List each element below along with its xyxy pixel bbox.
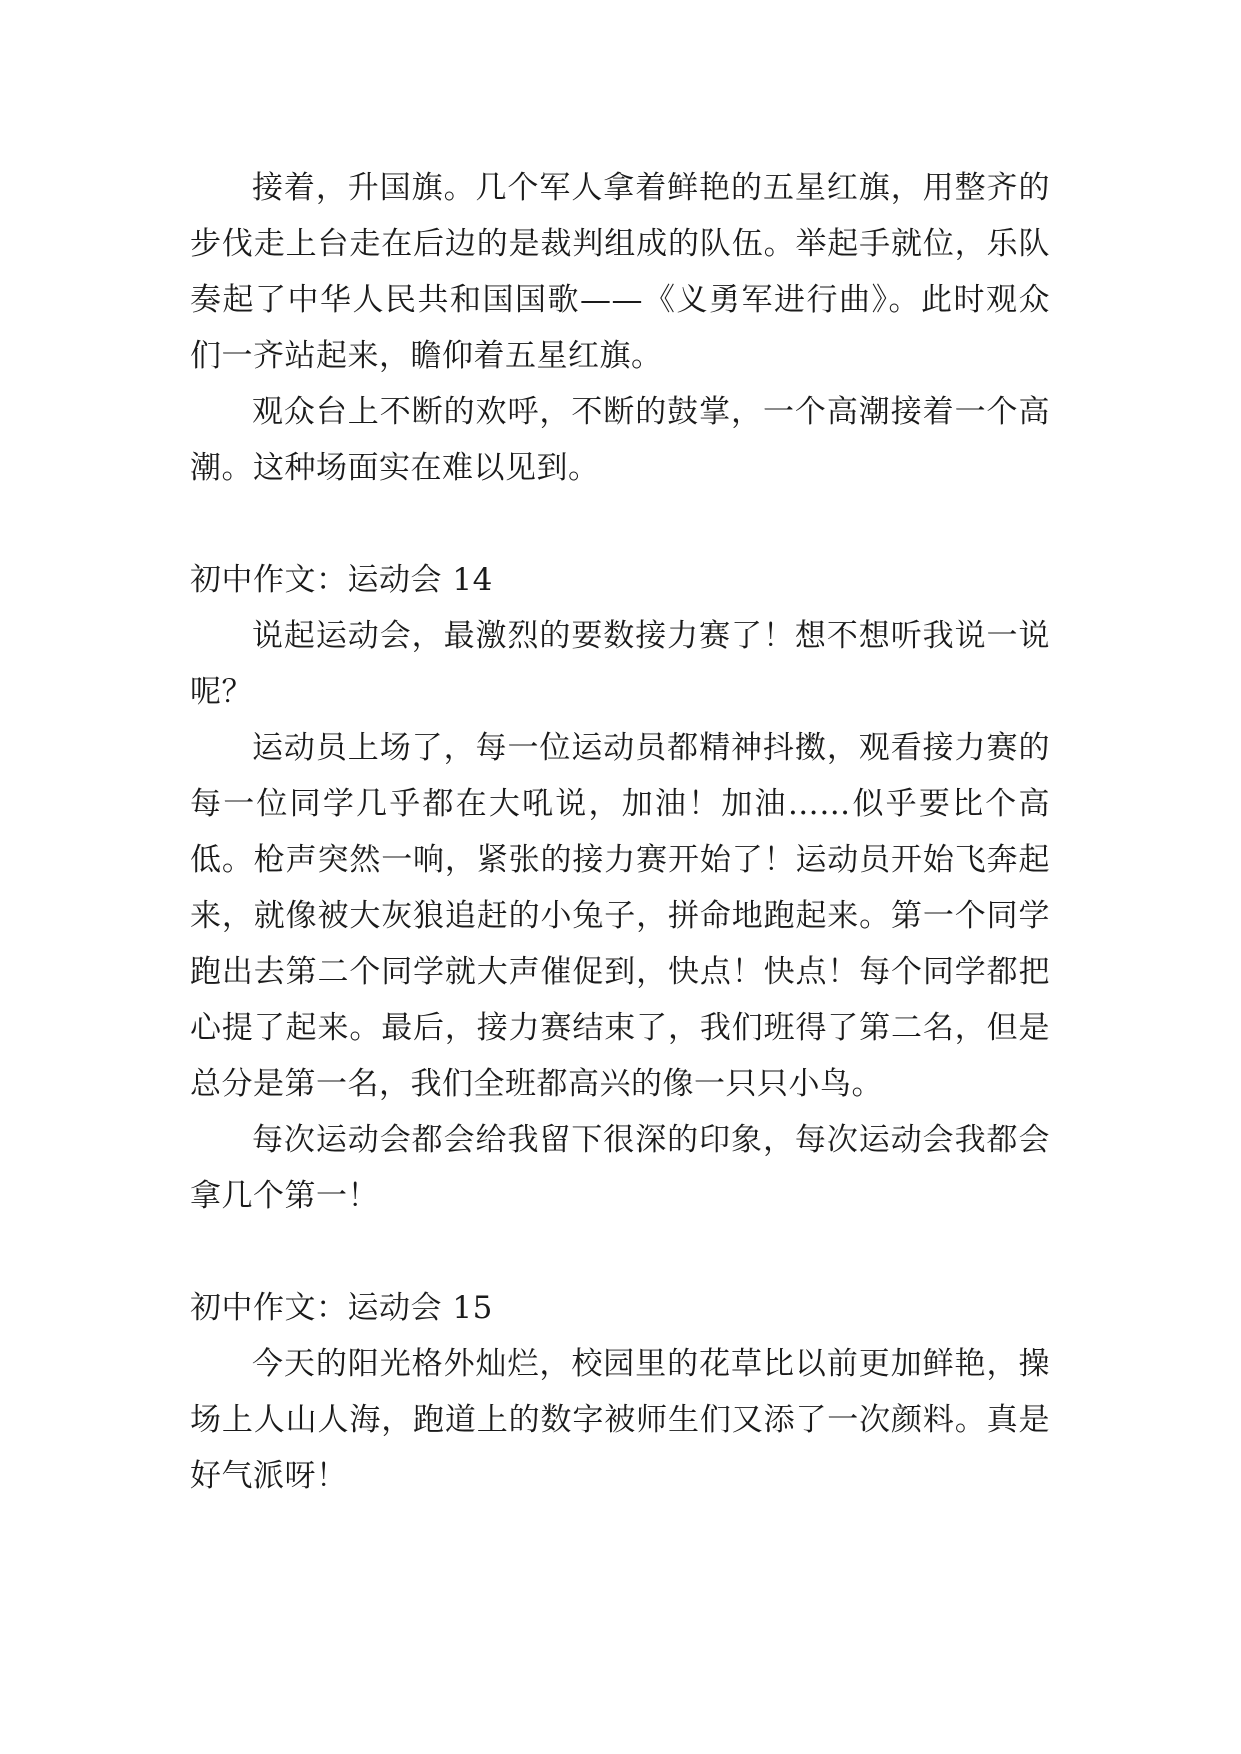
essay-section-14 xyxy=(190,552,1050,1224)
document-body xyxy=(190,160,1050,1504)
paragraph: 说起运动会，最激烈的要数接力赛了！想不想听我说一说呢？ xyxy=(190,618,1050,710)
paragraph: 接着，升国旗。几个军人拿着鲜艳的五星红旗，用整齐的步伐走上台走在后边的是裁判组成的队伍。举起手就位，乐队奏起了中华人民共和国国歌——《义勇军进行曲》。此时观众们一齐站起来，瞻仰着五星红旗。 xyxy=(190,170,1050,374)
section-heading: 初中作文：运动会 15 xyxy=(190,1290,493,1326)
paragraph: 观众台上不断的欢呼，不断的鼓掌，一个高潮接着一个高潮。这种场面实在难以见到。 xyxy=(190,394,1050,486)
section-heading: 初中作文：运动会 14 xyxy=(190,562,493,598)
paragraph: 每次运动会都会给我留下很深的印象，每次运动会我都会拿几个第一！ xyxy=(190,1122,1050,1214)
essay-section-15 xyxy=(190,1280,1050,1504)
paragraph: 运动员上场了，每一位运动员都精神抖擞，观看接力赛的每一位同学几乎都在大吼说，加油！加油……似乎要比个高低。枪声突然一响，紧张的接力赛开始了！运动员开始飞奔起来，就像被大灰狼追赶的小兔子，拼命地跑起来。第一个同学跑出去第二个同学就大声催促到，快点！快点！每个同学都把心提了起来。最后，接力赛结束了，我们班得了第二名，但是总分是第一名，我们全班都高兴的像一只只小鸟。 xyxy=(190,730,1050,1102)
paragraph: 今天的阳光格外灿烂，校园里的花草比以前更加鲜艳，操场上人山人海，跑道上的数字被师生们又添了一次颜料。真是好气派呀！ xyxy=(190,1346,1050,1494)
